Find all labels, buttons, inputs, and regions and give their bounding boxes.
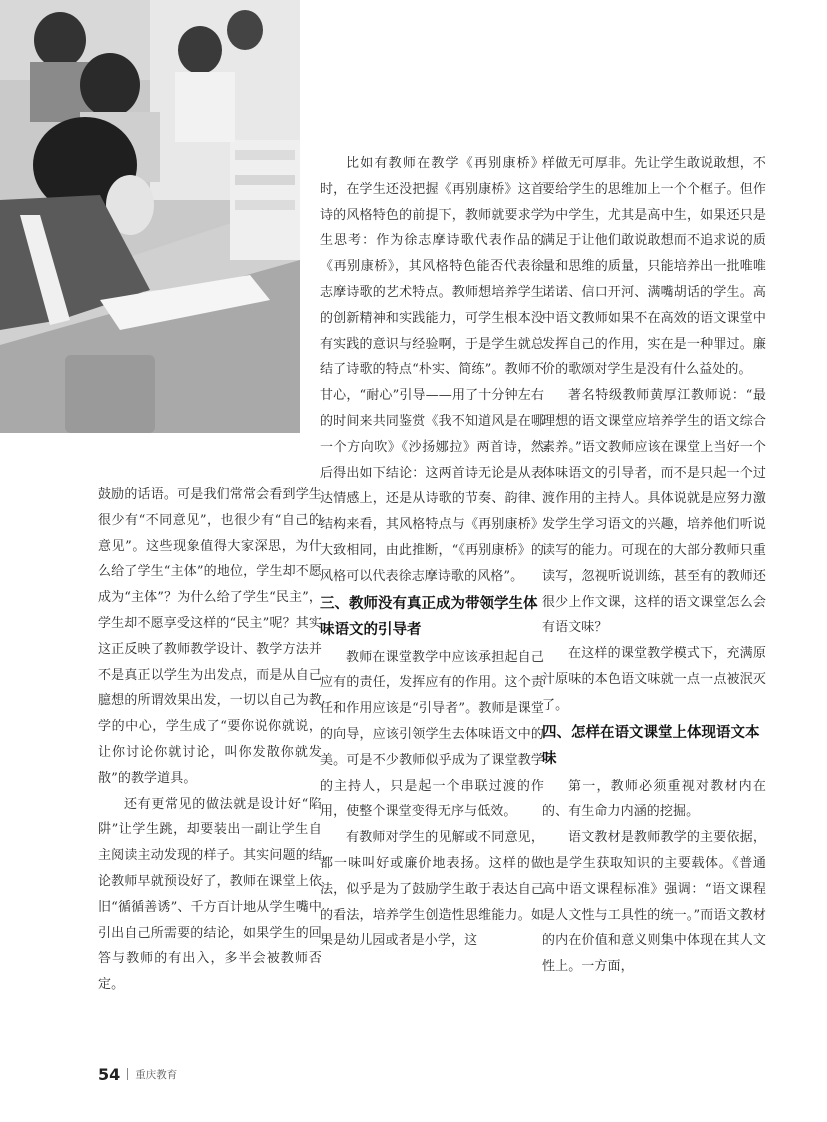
col2-paragraph-2: 教师在课堂教学中应该承担起自己应有的责任，发挥应有的作用。这个责任和作用应该是“引导者”。教师是课堂的向导，应该引领学生去体味语文中的美。可是不少教师似乎成为了课堂教学的主持人，只是起一个串联过渡的作用，使整个课堂变得无序与低效。 — [320, 649, 544, 820]
journal-name: 重庆教育 — [135, 1068, 178, 1081]
column-right — [542, 0, 766, 1040]
col3-paragraph-1: 样做无可厚非。先让学生敢说敢想，不要给学生的思维加上一个个框子。但作为中学生，尤其是高中生，如果还只是满足于让他们敢说敢想而不追求说的质量和思维的质量，只能培养出一批唯唯诺诺、信口开河、满嘴胡话的学生。高中语文教师如果不在高效的语文课堂中发挥自己的作用，实在是一种罪过。廉价的歌颂对学生是没有什么益处的。 — [542, 156, 766, 378]
column-middle — [320, 0, 544, 1040]
section-heading-three: 三、教师没有真正成为带领学生体味语文的引导者 — [320, 595, 538, 638]
col1-paragraph-2: 还有更常见的做法就是设计好“陷阱”让学生跳，却要装出一副让学生自主阅读主动发现的样子。其实问题的结论教师早就预设好了，教师在课堂上依旧“循循善诱”、千方百计地从学生嘴中引出自己所需要的结论，如果学生的回答与教师的有出入，多半会被教师否定。 — [98, 796, 322, 993]
col3-paragraph-3: 在这样的课堂教学模式下，充满原汁原味的本色语文味就一点一点被泯灭了。 — [542, 646, 766, 713]
col1-paragraph-1: 鼓励的话语。可是我们常常会看到学生很少有“不同意见”，也很少有“自己的意见”。这些现象值得大家深思，为什么给了学生“主体”的地位，学生却不愿成为“主体”？为什么给了学生“民主”，学生却不愿享受这样的“民主”呢？其实这正反映了教师教学设计、教学方法并不是真正以学生为出发点，而是从自己臆想的所谓效果出发，一切以自己为教学的中心，学生成了“要你说你就说，让你讨论你就讨论，叫你发散你就发散”的教学道具。 — [98, 487, 322, 786]
column-left — [98, 0, 322, 1040]
section-heading-four: 四、怎样在语文课堂上体现语文本味 — [542, 724, 760, 767]
page-footer — [98, 1063, 177, 1085]
col2-paragraph-3: 有教师对学生的见解或不同意见，都一味叫好或廉价地表扬。这样的做法，似乎是为了鼓励学生敢于表达自己的看法，培养学生创造性思维能力。如果是幼儿园或者是小学，这 — [320, 830, 544, 949]
col3-paragraph-4: 第一，教师必须重视对教材内在的、有生命力内涵的挖掘。 — [542, 778, 766, 820]
page-number: 54 — [98, 1064, 121, 1084]
col2-paragraph-1: 比如有教师在教学《再别康桥》时，在学生还没把握《再别康桥》这首诗的风格特色的前提下，教师就要求学生思考：作为徐志摩诗歌代表作品的《再别康桥》，其风格特色能否代表徐志摩诗歌的艺术特点。教师想培养学生的创新精神和实践能力，可学生根本没有实践的意识与经验啊，于是学生就总结了诗歌的特点“朴实、简练”。教师不甘心，“耐心”引导——用了十分钟左右的时间来共同鉴赏《我不知道风是在哪一个方向吹》《沙扬娜拉》两首诗，然后得出如下结论：这两首诗无论是从表达情感上，还是从诗歌的节奏、韵律、结构来看，其风格特点与《再别康桥》大致相同，由此推断，“《再别康桥》的风格可以代表徐志摩诗歌的风格”。 — [320, 156, 544, 584]
col3-paragraph-5: 语文教材是教师教学的主要依据，也是学生获取知识的主要载体。《普通高中语文课程标准》强调：“语文课程是人文性与工具性的统一。”而语文教材的内在价值和意义则集中体现在其人文性上。一方面， — [542, 830, 766, 975]
col3-paragraph-2: 著名特级教师黄厚江教师说：“最理想的语文课堂应培养学生的语文综合素养。”语文教师应该在课堂上当好一个体味语文的引导者，而不是只起一个过渡作用的主持人。具体说就是应努力激发学生学习语文的兴趣，培养他们听说读写的能力。可现在的大部分教师只重读写，忽视听说训练，甚至有的教师还很少上作文课，这样的语文课堂怎么会有语文味？ — [542, 388, 766, 636]
footer-divider — [127, 1068, 128, 1080]
